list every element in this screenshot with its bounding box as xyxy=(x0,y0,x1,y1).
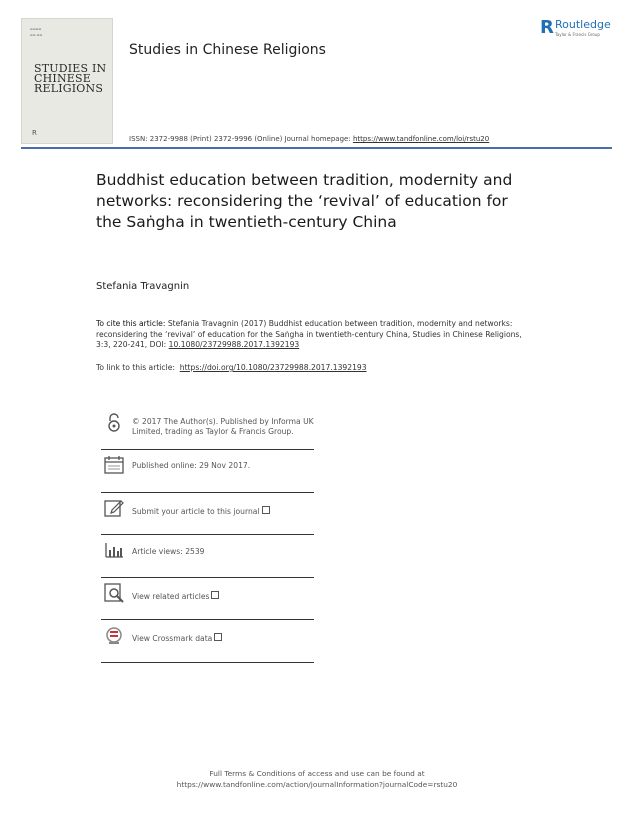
journal-name: Studies in Chinese Religions xyxy=(129,42,326,58)
publisher-sub: Taylor & Francis Group xyxy=(555,32,600,37)
search-icon xyxy=(104,583,124,603)
article-url-link[interactable]: https://doi.org/10.1080/23729988.2017.1392193 xyxy=(179,363,367,372)
cover-publisher-icon: R xyxy=(32,129,37,137)
info-row-related[interactable] xyxy=(101,578,314,620)
external-link-icon xyxy=(214,633,222,641)
submit-article-link[interactable]: Submit your article to this journal xyxy=(132,507,260,516)
license-text: © 2017 The Author(s). Published by Informa UK Limited, trading as Taylor & Francis Group. xyxy=(132,417,314,436)
cover-decoration: ▬▬▬▬ xyxy=(30,27,42,31)
issn-line xyxy=(129,135,489,143)
cite-text: Stefania Travagnin (2017) Buddhist education between tradition, modernity and networks: reconsidering the ‘revival’ of education for the Saṅgha in twentieth-century China, Studies in Chinese Religions, 3:3, 220-241, DOI: xyxy=(96,319,522,349)
article-link-line xyxy=(96,363,367,372)
info-row-submit[interactable] xyxy=(101,493,314,535)
doi-link[interactable]: 10.1080/23729988.2017.1392193 xyxy=(168,340,300,349)
cover-decoration: ▬▬ ▬▬ xyxy=(30,33,43,37)
article-author: Stefania Travagnin xyxy=(96,281,190,292)
article-title: Buddhist education between tradition, modernity and networks: reconsidering the ‘revival’ of education for the Saṅgha in twentieth-century China xyxy=(96,171,513,231)
journal-cover xyxy=(21,18,113,144)
cover-title: STUDIES IN CHINESE RELIGIONS xyxy=(34,62,107,95)
open-access-icon xyxy=(104,413,124,433)
article-views: Article views: 2539 xyxy=(132,547,205,556)
external-link-icon xyxy=(211,591,219,599)
calendar-icon xyxy=(104,455,124,475)
cite-label: To cite this article: xyxy=(96,319,166,328)
crossmark-icon xyxy=(104,626,124,646)
external-link-icon xyxy=(262,506,270,514)
header-rule xyxy=(21,147,612,149)
info-row-license xyxy=(101,413,314,450)
info-row-crossmark[interactable] xyxy=(101,620,314,663)
crossmark-link[interactable]: View Crossmark data xyxy=(132,634,213,643)
journal-homepage-link[interactable]: https://www.tandfonline.com/loi/rstu20 xyxy=(352,135,490,143)
related-articles-link[interactable]: View related articles xyxy=(132,592,210,601)
issn-text: ISSN: 2372-9988 (Print) 2372-9996 (Online) Journal homepage: xyxy=(129,135,351,143)
footer-terms-link[interactable]: https://www.tandfonline.com/action/journalInformation?journalCode=rstu20 xyxy=(176,780,458,789)
routledge-logo xyxy=(540,18,630,44)
published-date: Published online: 29 Nov 2017. xyxy=(132,461,251,470)
footer xyxy=(0,768,634,790)
citation-block xyxy=(96,319,526,351)
publisher-name: Routledge xyxy=(555,18,611,31)
footer-terms: Full Terms & Conditions of access and use can be found at xyxy=(209,769,425,778)
edit-icon xyxy=(104,498,124,518)
routledge-r-icon: R xyxy=(540,17,554,38)
info-row-published xyxy=(101,450,314,493)
bar-chart-icon xyxy=(104,540,124,560)
link-label: To link to this article: xyxy=(96,363,175,372)
info-row-views xyxy=(101,535,314,578)
